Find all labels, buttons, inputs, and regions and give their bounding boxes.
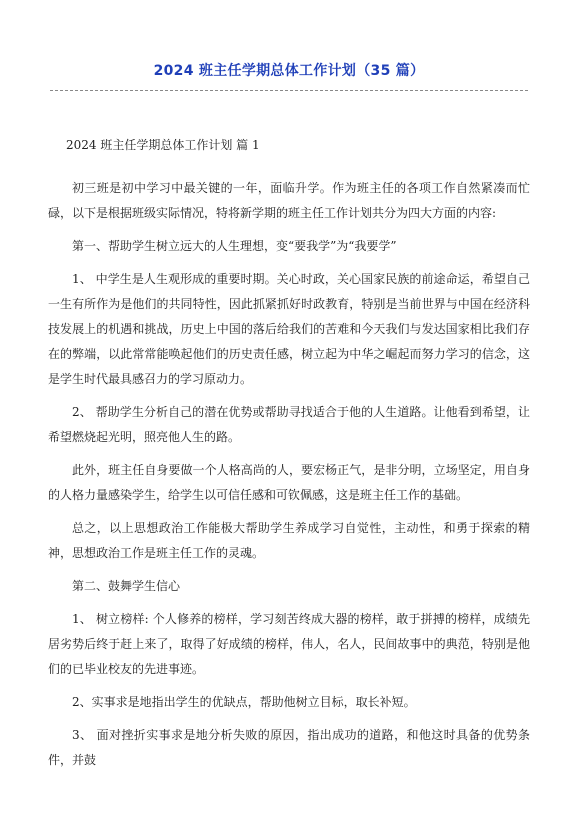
paragraph: 3、 面对挫折实事求是地分析失败的原因，指出成功的道路，和他这时具备的优势条件，并鼓 [48,728,530,767]
title-divider [50,90,528,91]
paragraph: 此外，班主任自身要做一个人格高尚的人，要宏杨正气，是非分明，立场坚定，用自身的人格力量感染学生，给学生以可信任感和可钦佩感，这是班主任工作的基础。 [48,463,530,502]
paragraph: 2、实事求是地指出学生的优缺点，帮助他树立目标，取长补短。 [72,695,416,709]
paragraph: 总之，以上思想政治工作能极大帮助学生养成学习自觉性，主动性，和勇于探索的精神，思想政治工作是班主任工作的灵魂。 [48,521,530,560]
paragraph: 1、 中学生是人生观形成的重要时期。关心时政，关心国家民族的前途命运，希望自己一生有所作为是他们的共同特性，因此抓紧抓好时政教育，特别是当前世界与中国在经济科技发展上的机遇和挑战，历史上中国的落后给我们的苦难和今天我们与发达国家相比我们存在的弊端，以此常常能唤起他们的历史责任感，树立起为中华之崛起而努力学习的信念，这是学生时代最具感召力的学习原动力。 [48,272,530,386]
section-heading: 2024 班主任学期总体工作计划 篇 1 [66,138,260,152]
document-title: 2024 班主任学期总体工作计划（35 篇） [153,63,425,79]
paragraph: 第二、鼓舞学生信心 [72,579,181,593]
paragraph: 第一、帮助学生树立远大的人生理想，变“要我学”为“我要学” [72,239,397,253]
paragraph: 1、 树立榜样: 个人修养的榜样，学习刻苦终成大器的榜样，敢于拼搏的榜样，成绩先居劣势后终于赶上来了，取得了好成绩的榜样，伟人，名人，民间故事中的典范，特别是他们的已毕业校友的先进事迹。 [48,612,530,676]
paragraph: 2、 帮助学生分析自己的潜在优势或帮助寻找适合于他的人生道路。让他看到希望，让希望燃烧起光明，照亮他人生的路。 [48,405,530,444]
paragraph: 初三班是初中学习中最关键的一年，面临升学。作为班主任的各项工作自然紧凑而忙碌，以下是根据班级实际情况，特将新学期的班主任工作计划共分为四大方面的内容: [48,181,530,220]
document-body [48,176,530,781]
